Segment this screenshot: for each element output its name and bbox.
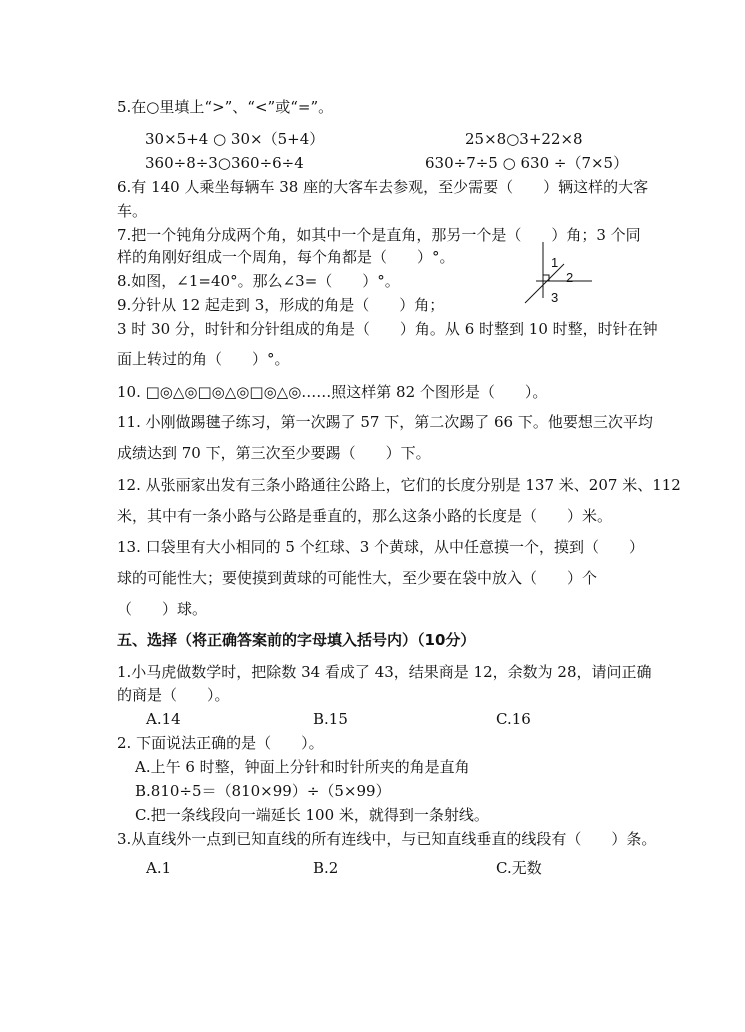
q9-line2: 3 时 30 分，时针和分针组成的角是（ ）角。从 6 时整到 10 时整，时针在钟 [117,320,658,338]
angle-figure [520,238,598,310]
choice-q3-option-c: C.无数 [496,859,542,877]
choice-q1-line2: 的商是（ ）。 [117,686,230,704]
q5-row1-right: 25×8○3+22×8 [465,130,583,148]
figure-label-2: 2 [566,270,574,285]
q13-line3: （ ）球。 [117,600,208,618]
q11-line2: 成绩达到 70 下，第三次至少要踢（ ）下。 [117,444,431,462]
q13-line2: 球的可能性大；要使摸到黄球的可能性大，至少要在袋中放入（ ）个 [117,569,598,587]
section-heading: 五、选择（将正确答案前的字母填入括号内）（10分） [117,631,476,649]
q6-line1: 6.有 140 人乘坐每辆车 38 座的大客车去参观，至少需要（ ）辆这样的大客 [117,178,649,196]
q7-line2: 样的角刚好组成一个周角，每个角都是（ ）°。 [117,248,455,266]
q5-title: 5.在○里填上“>”、“<”或“=”。 [117,98,334,116]
q12-line2: 米，其中有一条小路与公路是垂直的，那么这条小路的长度是（ ）米。 [117,507,613,525]
choice-q1-option-b: B.15 [313,710,348,728]
q5-row2-right: 630÷7÷5 ○ 630 ÷（7×5） [425,154,629,172]
choice-q3-option-a: A.1 [146,859,172,877]
q6-line2: 车。 [117,202,148,220]
q9-line3: 面上转过的角（ ）°。 [117,350,290,368]
choice-q3-line1: 3.从直线外一点到已知直线的所有连线中，与已知直线垂直的线段有（ ）条。 [117,830,657,848]
q7-line1: 7.把一个钝角分成两个角，如其中一个是直角，那另一个是（ ）角；3 个同 [117,226,641,244]
q11-line1: 11. 小刚做踢毽子练习，第一次踢了 57 下，第二次踢了 66 下。他要想三次平均 [117,413,653,431]
choice-q2-option-b: B.810÷5＝（810×99）÷（5×99） [135,782,391,800]
q5-row2-left: 360÷8÷3○360÷6÷4 [145,154,304,172]
q5-row1-left: 30×5+4 ○ 30×（5+4） [145,130,325,148]
q8-line1: 8.如图，∠1=40°。那么∠3=（ ）°。 [117,272,400,290]
choice-q1-option-a: A.14 [146,710,181,728]
q13-line1: 13. 口袋里有大小相同的 5 个红球、3 个黄球，从中任意摸一个，摸到（ ） [117,538,645,556]
choice-q2-option-c: C.把一条线段向一端延长 100 米，就得到一条射线。 [135,806,489,824]
choice-q3-option-b: B.2 [313,859,339,877]
q12-line1: 12. 从张丽家出发有三条小路通往公路上，它们的长度分别是 137 米、207 米、112 [117,476,681,494]
choice-q2-line1: 2. 下面说法正确的是（ ）。 [117,734,324,752]
q9-line1: 9.分针从 12 起走到 3，形成的角是（ ）角； [117,296,445,314]
choice-q2-option-a: A.上午 6 时整，钟面上分针和时针所夹的角是直角 [135,758,470,776]
choice-q1-line1: 1.小马虎做数学时，把除数 34 看成了 43，结果商是 12，余数为 28，请问正确 [117,663,652,681]
q10-line1: 10. □◎△◎□◎△◎□◎△◎……照这样第 82 个图形是（ ）。 [117,383,548,401]
choice-q1-option-c: C.16 [496,710,531,728]
figure-label-1: 1 [551,255,559,270]
figure-label-3: 3 [551,290,559,305]
